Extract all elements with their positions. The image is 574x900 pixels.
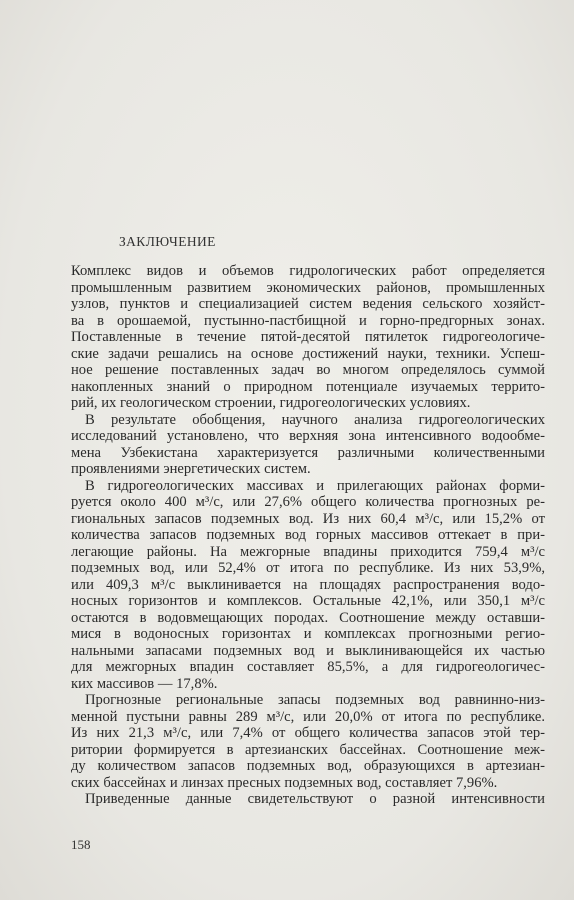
text-line: ких массивов — 17,8%. xyxy=(71,675,218,692)
text-line: для межгорных впадин составляет 85,5%, а для гидрогеологичес- xyxy=(71,659,545,675)
text-line: Из них 21,3 м³/с, или 7,4% от общего количества запасов этой тер- xyxy=(71,725,545,741)
text-line: Приведенные данные свидетельствуют о разной интенсивности xyxy=(85,791,545,807)
text-line: или 409,3 м³/с выклинивается на площадях распространения водо- xyxy=(71,576,545,593)
text-line: ное решение поставленных задач во многом определялось суммой xyxy=(71,362,545,378)
text-line: узлов, пунктов и специализацией систем ведения сельского хозяйст- xyxy=(71,296,545,312)
text-line: нальными запасами подземных вод и выклинивающейся их частью xyxy=(71,642,545,659)
text-line: мися в водоносных горизонтах и комплексах прогнозными регио- xyxy=(71,626,545,642)
text-line: количества запасов подземных вод горных массивов оттекает в при- xyxy=(71,527,545,543)
paragraph xyxy=(71,412,545,478)
text-line: ские задачи решались на основе достижений науки, техники. Успеш- xyxy=(71,345,545,362)
text-line: мена Узбекистана характеризуется различными количественными xyxy=(71,444,545,461)
paragraph xyxy=(71,263,545,412)
text-line: рий, их геологическом строении, гидрогеологических условиях. xyxy=(71,395,471,411)
text-line: Поставленные в течение пятой-десятой пятилеток гидрогеологиче- xyxy=(71,329,545,345)
text-line: легающие районы. На межгорные впадины приходится 759,4 м³/с xyxy=(71,543,545,560)
text-line: руется около 400 м³/с, или 27,6% общего количества прогнозных ре- xyxy=(71,494,545,510)
text-line: накопленных знаний о природном потенциале изучаемых террито- xyxy=(71,378,545,395)
paragraph xyxy=(71,478,545,693)
paragraph xyxy=(71,791,545,808)
text-line: промышленным развитием экономических районов, промышленных xyxy=(71,279,545,296)
text-line: носных горизонтов и комплексов. Остальные 42,1%, или 350,1 м³/с xyxy=(71,593,545,609)
text-line: проявлениями энергетических систем. xyxy=(71,461,311,477)
text-line: исследований установлено, что верхняя зона интенсивного водообме- xyxy=(71,428,545,444)
text-line: подземных вод, или 52,4% от итога по республике. Из них 53,9%, xyxy=(71,560,545,576)
text-line: В гидрогеологических массивах и прилегающих районах форми- xyxy=(85,477,545,494)
text-line: остаются в водовмещающих породах. Соотношение между оставши- xyxy=(71,609,545,626)
text-line: ских бассейнах и линзах пресных подземных вод, составляет 7,96%. xyxy=(71,774,498,791)
text-line: В результате обобщения, научного анализа гидрогеологических xyxy=(85,411,545,428)
paragraph xyxy=(71,692,545,791)
page-number: 158 xyxy=(71,837,91,852)
text-line: ва в орошаемой, пустынно-пастбищной и горно-предгорных зонах. xyxy=(71,312,545,329)
text-line: ритории формируется в артезианских бассейнах. Соотношение меж- xyxy=(71,741,545,758)
text-line: менной пустыни равны 289 м³/с, или 20,0% от итога по республике. xyxy=(71,708,545,725)
text-line: ду количеством запасов подземных вод, образующихся в артезиан- xyxy=(71,758,545,774)
text-line: Прогнозные региональные запасы подземных вод равнинно-низ- xyxy=(85,692,545,708)
text-line: гиональных запасов подземных вод. Из них 60,4 м³/с, или 15,2% от xyxy=(71,510,545,527)
body-text xyxy=(71,263,545,808)
section-heading: ЗАКЛЮЧЕНИЕ xyxy=(119,234,216,249)
text-line: Комплекс видов и объемов гидрологических работ определяется xyxy=(71,263,545,279)
